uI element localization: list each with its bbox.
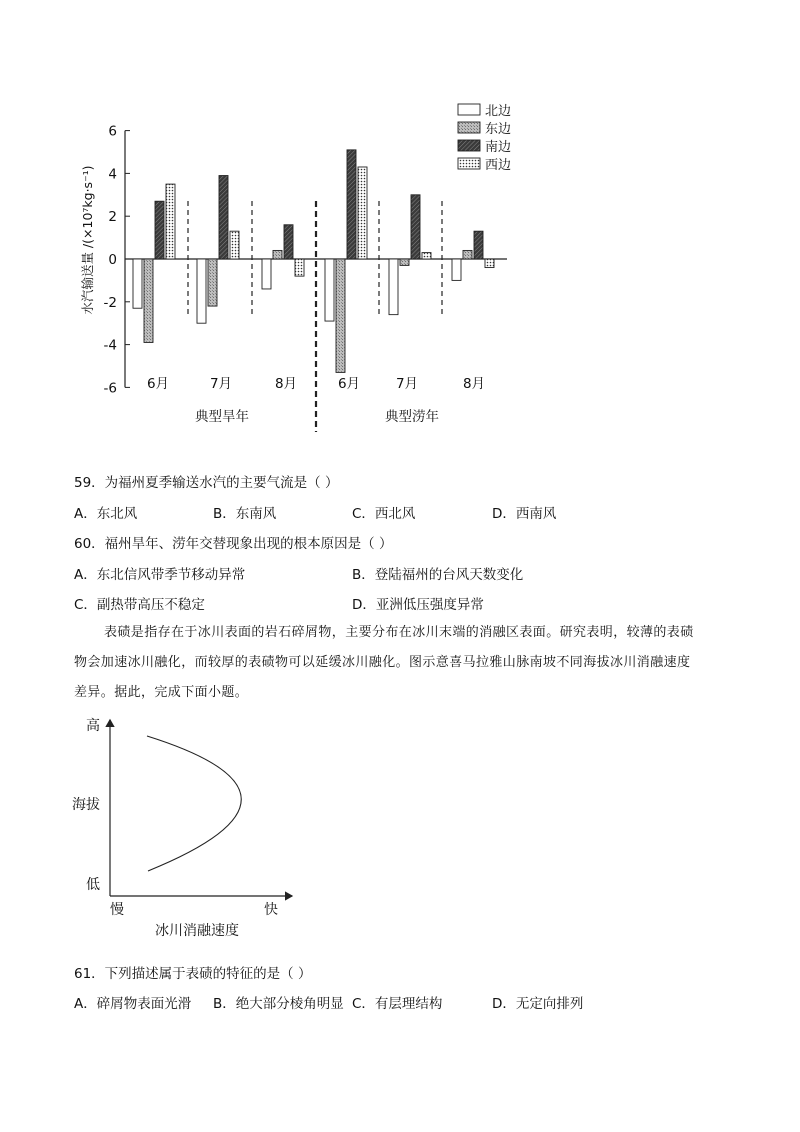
passage-line-3: 差异。据此，完成下面小题。 — [74, 685, 249, 700]
bar-西边-0 — [166, 184, 175, 259]
q59-option-a: A．东北风 — [74, 506, 138, 522]
q60-option-d: D．亚洲低压强度异常 — [352, 597, 484, 613]
bar-西边-2 — [295, 259, 304, 276]
month-label: 8月 — [274, 376, 298, 392]
y-tick-high: 高 — [86, 718, 100, 734]
legend-label: 西边 — [485, 158, 512, 173]
bar-南边-1 — [219, 176, 228, 259]
legend-swatch-西边 — [458, 158, 480, 169]
bar-南边-5 — [474, 231, 483, 259]
legend-swatch-东边 — [458, 122, 480, 133]
month-label: 6月 — [146, 376, 170, 392]
bar-西边-5 — [485, 259, 494, 268]
q59-option-b: B．东南风 — [213, 506, 277, 522]
legend-swatch-北边 — [458, 104, 480, 115]
x-axis-label: 冰川消融速度 — [155, 923, 239, 939]
q61-option-d: D．无定向排列 — [492, 996, 584, 1012]
legend-label: 南边 — [485, 140, 512, 155]
y-tick-label: -6 — [103, 380, 117, 397]
bar-南边-3 — [347, 150, 356, 259]
passage-line-2: 物会加速冰川融化，而较厚的表碛物可以延缓冰川融化。图示意喜马拉雅山脉南坡不同海拔冰川消融速度 — [74, 655, 691, 670]
q59-option-c: C．西北风 — [352, 506, 416, 522]
y-tick-label: 4 — [108, 166, 117, 183]
bar-东边-5 — [463, 250, 472, 259]
group-label: 典型涝年 — [385, 409, 439, 425]
y-tick-label: -2 — [103, 294, 117, 311]
bar-东边-1 — [208, 259, 217, 306]
y-tick-label: 2 — [108, 209, 117, 226]
month-label: 6月 — [337, 376, 361, 392]
legend-label: 北边 — [485, 104, 512, 119]
y-tick-low: 低 — [86, 877, 100, 893]
month-label: 8月 — [462, 376, 486, 392]
water-vapor-bar-chart — [0, 0, 800, 440]
bar-东边-2 — [273, 250, 282, 259]
y-tick-label: 0 — [108, 252, 117, 268]
q59-option-d: D．西南风 — [492, 506, 557, 522]
bar-北边-4 — [389, 259, 398, 315]
q61-option-c: C．有层理结构 — [352, 996, 443, 1012]
question-59-stem: 59．为福州夏季输送水汽的主要气流是（ ） — [74, 475, 339, 491]
y-axis-label: 海拔 — [72, 797, 100, 813]
bar-北边-3 — [325, 259, 334, 321]
bar-西边-1 — [230, 231, 239, 259]
q60-option-b: B．登陆福州的台风天数变化 — [352, 567, 524, 583]
month-label: 7月 — [395, 376, 419, 392]
group-label: 典型旱年 — [195, 409, 249, 425]
bar-东边-0 — [144, 259, 153, 342]
q60-option-c: C．副热带高压不稳定 — [74, 597, 205, 613]
y-axis-label: 水汽输送量 /(×10⁷kg·s⁻¹) — [80, 165, 95, 315]
bar-北边-1 — [197, 259, 206, 323]
q61-option-b: B．绝大部分棱角明显 — [213, 996, 344, 1012]
legend-label: 东边 — [485, 122, 512, 137]
bar-西边-4 — [422, 253, 431, 259]
legend-swatch-南边 — [458, 140, 480, 151]
glacier-melt-diagram — [0, 710, 800, 950]
bar-西边-3 — [358, 167, 367, 259]
bar-东边-3 — [336, 259, 345, 372]
y-tick-label: -4 — [103, 337, 117, 354]
passage-line-1: 表碛是指存在于冰川表面的岩石碎屑物，主要分布在冰川末端的消融区表面。研究表明，较薄的表碛 — [104, 625, 694, 640]
bar-南边-4 — [411, 195, 420, 259]
month-label: 7月 — [209, 376, 233, 392]
bar-北边-2 — [262, 259, 271, 289]
bar-东边-4 — [400, 259, 409, 265]
y-tick-label: 6 — [108, 123, 117, 140]
q61-option-a: A．碎屑物表面光滑 — [74, 996, 192, 1012]
bar-南边-2 — [284, 225, 293, 259]
x-tick-slow: 慢 — [110, 902, 124, 918]
question-61-stem: 61．下列描述属于表碛的特征的是（ ） — [74, 966, 312, 982]
bar-南边-0 — [155, 201, 164, 259]
bar-北边-0 — [133, 259, 142, 308]
q60-option-a: A．东北信风带季节移动异常 — [74, 567, 246, 583]
melt-rate-curve — [147, 736, 241, 871]
bar-北边-5 — [452, 259, 461, 280]
x-tick-fast: 快 — [264, 902, 278, 918]
question-60-stem: 60．福州旱年、涝年交替现象出现的根本原因是（ ） — [74, 536, 393, 552]
